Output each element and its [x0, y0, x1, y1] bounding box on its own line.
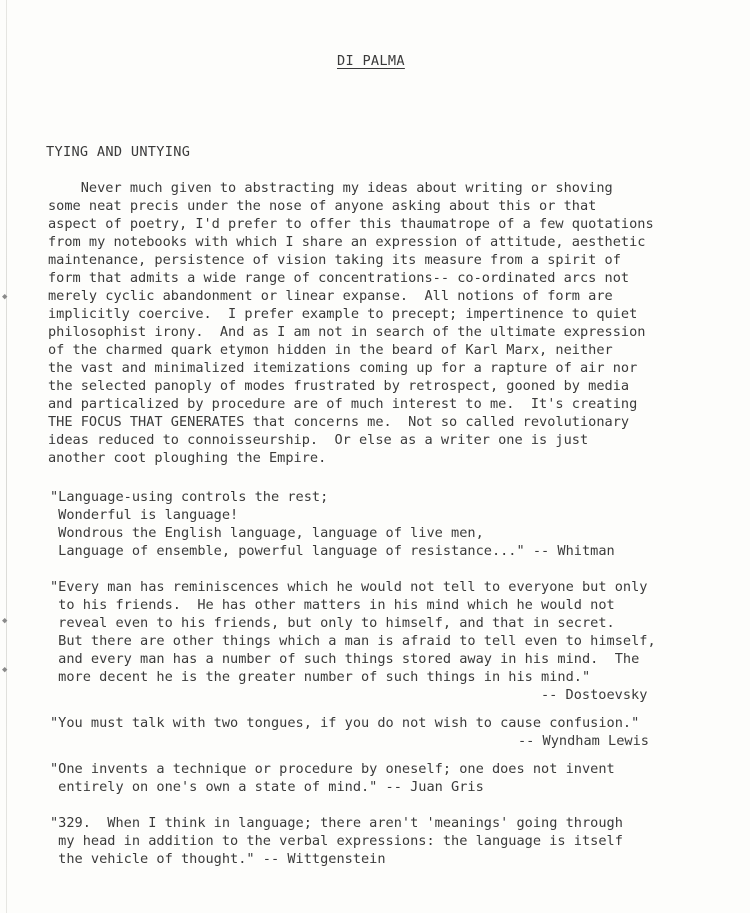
quote-line: Language of ensemble, powerful language of resistance..." -- Whitman	[50, 543, 615, 559]
quote-line: Wonderful is language!	[50, 507, 239, 523]
quote-line: reveal even to his friends, but only to himself, and that in secret.	[50, 615, 615, 631]
quote-line: and every man has a number of such things stored away in his mind. The	[50, 651, 640, 667]
text-line: the vast and minimalized itemizations coming up for a rapture of air nor	[48, 360, 638, 376]
text-line: philosophist irony. And as I am not in search of the ultimate expression	[48, 324, 646, 340]
quote-line: Wondrous the English language, language of live men,	[50, 525, 484, 541]
quote-line: "329. When I think in language; there aren't 'meanings' going through	[50, 815, 623, 831]
quote-line: "You must talk with two tongues, if you do not wish to cause confusion."	[50, 715, 640, 731]
page-title: DI PALMA	[337, 53, 405, 69]
text-line: THE FOCUS THAT GENERATES that concerns me. Not so called revolutionary	[48, 414, 630, 430]
binding-mark-icon: ◆	[2, 292, 8, 302]
quote-attribution: -- Dostoevsky	[541, 687, 648, 703]
text-line: merely cyclic abandonment or linear expanse. All notions of form are	[48, 288, 613, 304]
quote-line: "Every man has reminiscences which he would not tell to everyone but only	[50, 579, 648, 595]
quote-line: "Language-using controls the rest;	[50, 489, 329, 505]
quote-line: "One invents a technique or procedure by oneself; one does not invent	[50, 761, 615, 777]
text-line: implicitly coercive. I prefer example to precept; impertinence to quiet	[48, 306, 638, 322]
quote-line: But there are other things which a man is afraid to tell even to himself,	[50, 633, 656, 649]
binding-mark-icon: ◆	[2, 665, 8, 675]
text-line: Never much given to abstracting my ideas about writing or shoving	[48, 180, 613, 196]
quote-line: more decent he is the greater number of such things in his mind."	[50, 669, 591, 685]
text-line: aspect of poetry, I'd prefer to offer this thaumatrope of a few quotations	[48, 216, 654, 232]
text-line: ideas reduced to connoisseurship. Or else as a writer one is just	[48, 432, 589, 448]
quote-line: my head in addition to the verbal expressions: the language is itself	[50, 833, 623, 849]
text-line: of the charmed quark etymon hidden in the beard of Karl Marx, neither	[48, 342, 613, 358]
text-line: maintenance, persistence of vision taking its measure from a spirit of	[48, 252, 621, 268]
text-line: and particalized by procedure are of much interest to me. It's creating	[48, 396, 638, 412]
quote-line: to his friends. He has other matters in his mind which he would not	[50, 597, 615, 613]
quote-line: the vehicle of thought." -- Wittgenstein	[50, 851, 386, 867]
text-line: another coot ploughing the Empire.	[48, 450, 327, 466]
text-line: from my notebooks with which I share an expression of attitude, aesthetic	[48, 234, 646, 250]
section-heading: TYING AND UNTYING	[46, 144, 191, 160]
page-edge	[6, 0, 7, 913]
text-line: some neat precis under the nose of anyone asking about this or that	[48, 198, 597, 214]
quote-attribution: -- Wyndham Lewis	[518, 733, 649, 749]
quote-line: entirely on one's own a state of mind." -- Juan Gris	[50, 779, 484, 795]
binding-mark-icon: ◆	[2, 616, 8, 626]
text-line: the selected panoply of modes frustrated by retrospect, gooned by media	[48, 378, 630, 394]
text-line: form that admits a wide range of concentrations-- co-ordinated arcs not	[48, 270, 630, 286]
